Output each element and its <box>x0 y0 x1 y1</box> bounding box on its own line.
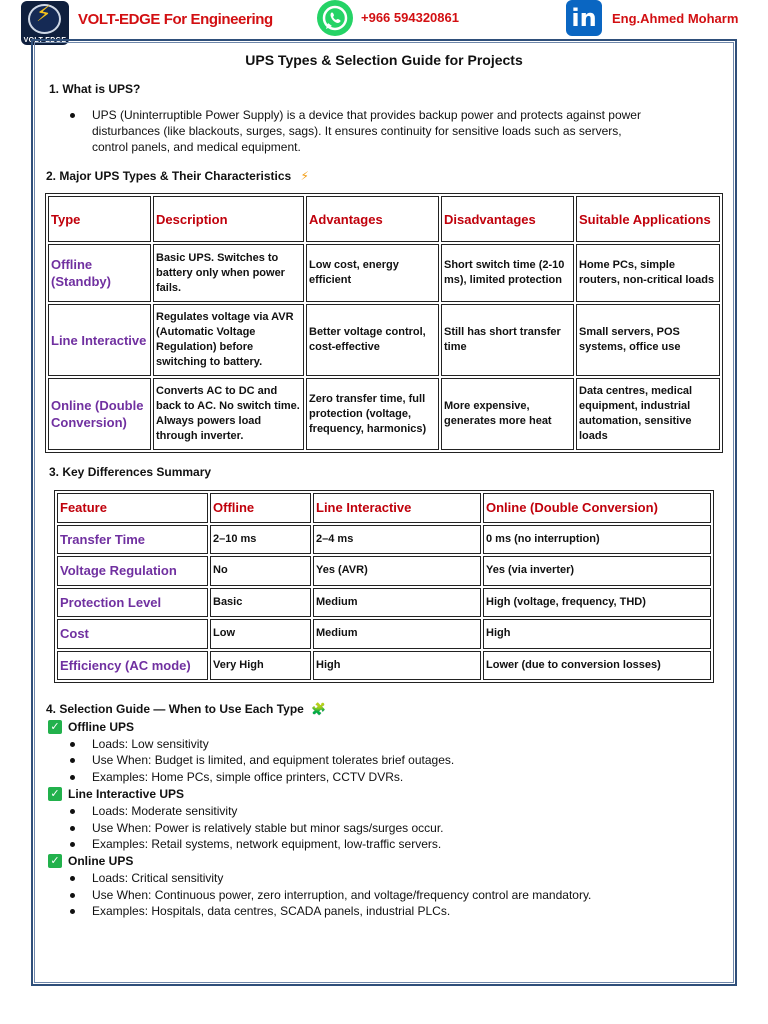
list-item: Loads: Critical sensitivity <box>92 871 224 885</box>
table-header-row <box>57 493 711 523</box>
table-cell: Home PCs, simple routers, non-critical loads <box>576 244 720 302</box>
engineer-name[interactable]: Eng.Ahmed Moharm <box>612 11 739 26</box>
bullet-dot <box>70 893 75 898</box>
bullet-dot <box>70 909 75 914</box>
checkmark-icon: ✓ <box>48 720 62 734</box>
table-cell: 0 ms (no interruption) <box>483 525 711 555</box>
table-cell: Medium <box>313 588 481 618</box>
group-title-line-interactive: Line Interactive UPS <box>68 787 185 801</box>
differences-table <box>54 490 714 683</box>
section1-heading: 1. What is UPS? <box>49 82 141 96</box>
group-title-online: Online UPS <box>68 854 134 868</box>
list-item: Use When: Power is relatively stable but minor sags/surges occur. <box>92 821 444 835</box>
page-header <box>0 0 768 44</box>
header-cell: Offline <box>210 493 311 523</box>
table-cell: High (voltage, frequency, THD) <box>483 588 711 618</box>
whatsapp-icon[interactable] <box>317 0 353 36</box>
ups-types-table <box>45 193 723 453</box>
logo-text: VOLT-EDGE <box>23 37 67 44</box>
list-item: Use When: Budget is limited, and equipment tolerates brief outages. <box>92 753 455 767</box>
feature-cell: Efficiency (AC mode) <box>57 651 208 681</box>
table-row <box>48 304 720 376</box>
table-cell: High <box>313 651 481 681</box>
list-item: Loads: Low sensitivity <box>92 737 209 751</box>
phone-number[interactable]: +966 594320861 <box>361 10 459 25</box>
section1-line-1: UPS (Uninterruptible Power Supply) is a device that provides backup power and protects against power <box>92 108 641 122</box>
table-cell: No <box>210 556 311 586</box>
table-cell: Converts AC to DC and back to AC. No switch time. Always powers load through inverter. <box>153 378 304 450</box>
table-cell: Basic <box>210 588 311 618</box>
group-title-offline: Offline UPS <box>68 720 135 734</box>
section4-heading-text: 4. Selection Guide — When to Use Each Type <box>46 702 304 716</box>
section3-heading: 3. Key Differences Summary <box>49 465 212 479</box>
header-cell: Suitable Applications <box>576 196 720 242</box>
list-item: Use When: Continuous power, zero interruption, and voltage/frequency control are mandatory. <box>92 888 592 902</box>
bullet-dot <box>70 826 75 831</box>
header-cell: Online (Double Conversion) <box>483 493 711 523</box>
table-header-row <box>48 196 720 242</box>
header-cell: Line Interactive <box>313 493 481 523</box>
table-cell: 2–4 ms <box>313 525 481 555</box>
section4-heading <box>46 702 326 716</box>
table-cell: Low cost, energy efficient <box>306 244 439 302</box>
table-row <box>57 651 711 681</box>
table-cell: High <box>483 619 711 649</box>
table-cell: Still has short transfer time <box>441 304 574 376</box>
header-cell: Advantages <box>306 196 439 242</box>
feature-cell: Cost <box>57 619 208 649</box>
table-cell: Yes (via inverter) <box>483 556 711 586</box>
header-cell: Type <box>48 196 151 242</box>
type-cell: Offline (Standby) <box>48 244 151 302</box>
section1-line-2: disturbances (like blackouts, surges, sags). It ensures continuity for sensitive loads such as servers, <box>92 124 622 138</box>
brand-name: VOLT-EDGE For Engineering <box>78 11 273 28</box>
section1-line-3: control panels, and medical equipment. <box>92 140 301 154</box>
bullet-dot <box>70 113 75 118</box>
bullet-dot <box>70 758 75 763</box>
table-row <box>57 525 711 555</box>
bullet-dot <box>70 742 75 747</box>
table-row <box>57 556 711 586</box>
table-cell: Yes (AVR) <box>313 556 481 586</box>
list-item: Loads: Moderate sensitivity <box>92 804 238 818</box>
table-cell: Low <box>210 619 311 649</box>
feature-cell: Voltage Regulation <box>57 556 208 586</box>
table-cell: Zero transfer time, full protection (voltage, frequency, harmonics) <box>306 378 439 450</box>
bullet-dot <box>70 842 75 847</box>
table-cell: Regulates voltage via AVR (Automatic Voltage Regulation) before switching to battery. <box>153 304 304 376</box>
table-cell: Short switch time (2-10 ms), limited protection <box>441 244 574 302</box>
list-item: Examples: Retail systems, network equipment, low-traffic servers. <box>92 837 442 851</box>
table-cell: More expensive, generates more heat <box>441 378 574 450</box>
type-cell: Online (Double Conversion) <box>48 378 151 450</box>
table-cell: Data centres, medical equipment, industrial automation, sensitive loads <box>576 378 720 450</box>
table-row <box>57 588 711 618</box>
lightning-icon: ⚡ <box>300 169 309 183</box>
table-row <box>57 619 711 649</box>
lightning-bolt-icon: ⚡ <box>36 2 52 27</box>
feature-cell: Transfer Time <box>57 525 208 555</box>
checkmark-icon: ✓ <box>48 787 62 801</box>
header-cell: Feature <box>57 493 208 523</box>
list-item: Examples: Hospitals, data centres, SCADA panels, industrial PLCs. <box>92 904 451 918</box>
table-cell: Lower (due to conversion losses) <box>483 651 711 681</box>
page-title: UPS Types & Selection Guide for Projects <box>245 52 523 68</box>
table-row <box>48 378 720 450</box>
section2-heading-text: 2. Major UPS Types & Their Characteristics <box>46 169 292 183</box>
type-cell: Line Interactive <box>48 304 151 376</box>
linkedin-icon[interactable]: in <box>566 0 602 36</box>
checkmark-icon: ✓ <box>48 854 62 868</box>
table-cell: Better voltage control, cost-effective <box>306 304 439 376</box>
header-cell: Description <box>153 196 304 242</box>
bullet-dot <box>70 775 75 780</box>
table-cell: Medium <box>313 619 481 649</box>
list-item: Examples: Home PCs, simple office printers, CCTV DVRs. <box>92 770 404 784</box>
table-cell: Basic UPS. Switches to battery only when power fails. <box>153 244 304 302</box>
table-cell: 2–10 ms <box>210 525 311 555</box>
table-cell: Small servers, POS systems, office use <box>576 304 720 376</box>
bullet-dot <box>70 876 75 881</box>
puzzle-icon: 🧩 <box>311 702 327 716</box>
section2-heading <box>46 169 309 183</box>
table-cell: Very High <box>210 651 311 681</box>
table-row <box>48 244 720 302</box>
feature-cell: Protection Level <box>57 588 208 618</box>
bullet-dot <box>70 809 75 814</box>
header-cell: Disadvantages <box>441 196 574 242</box>
